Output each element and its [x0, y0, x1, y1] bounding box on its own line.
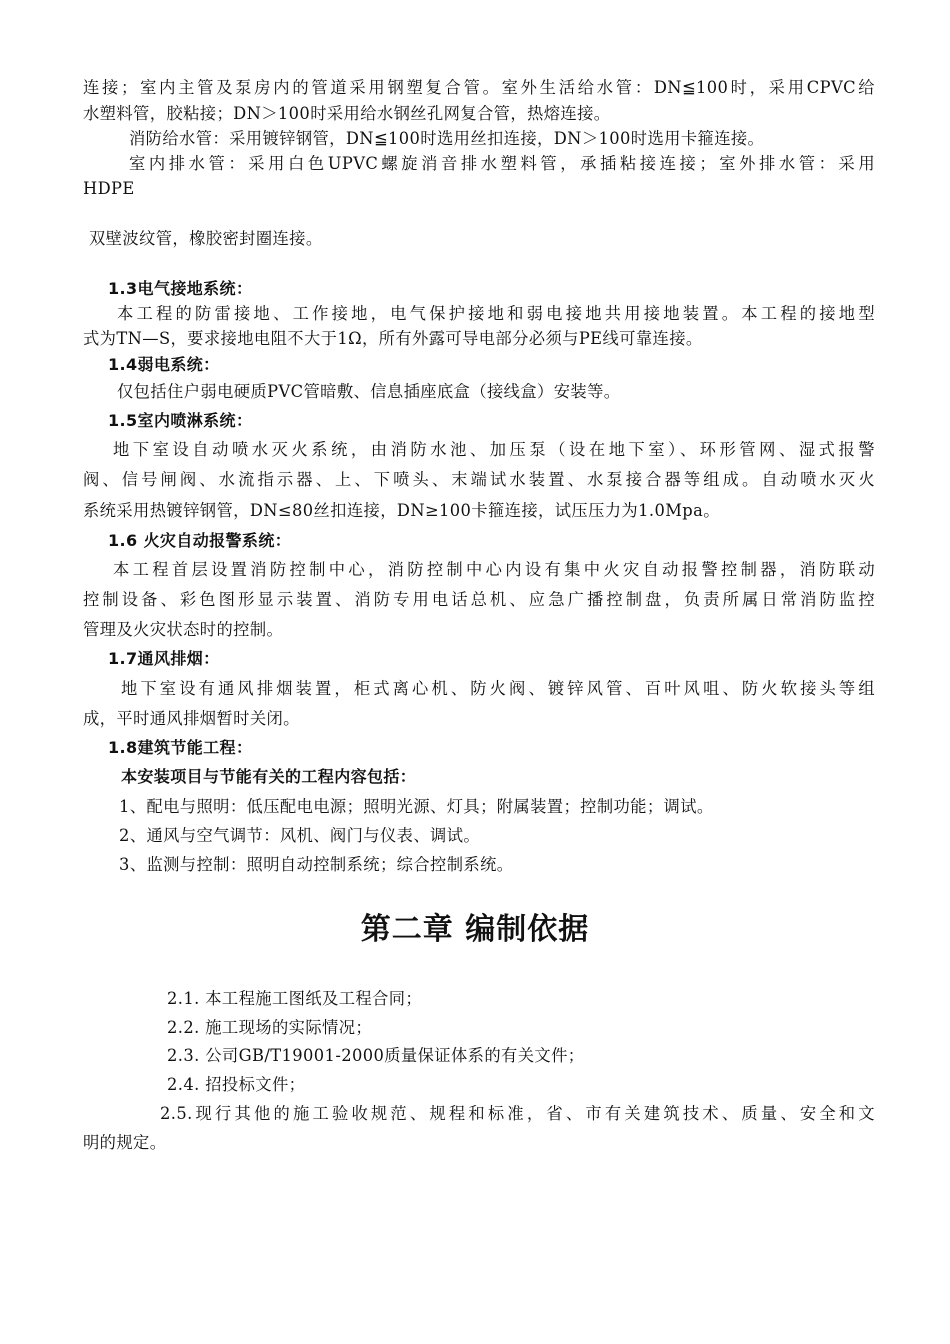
section-heading-1-4: 1.4弱电系统： — [108, 355, 220, 374]
section-heading-1-8: 1.8建筑节能工程： — [108, 738, 253, 757]
section-subheading: 本安装项目与节能有关的工程内容包括： — [121, 767, 417, 786]
list-item: 2、通风与空气调节：风机、阀门与仪表、调试。 — [119, 826, 481, 845]
paragraph-line: 地下室设有通风排烟装置，柜式离心机、防火阀、镀锌风管、百叶风咀、防火软接头等组 — [121, 679, 875, 698]
paragraph-line: 管理及火灾状态时的控制。 — [83, 620, 284, 639]
list-item: 2.5.现行其他的施工验收规范、规程和标准，省、市有关建筑技术、质量、安全和文 — [160, 1104, 875, 1123]
paragraph-line: 消防给水管：采用镀锌钢管，DN≦100时选用丝扣连接，DN＞100时选用卡箍连接。 — [129, 129, 765, 148]
section-heading-1-6: 1.6 火灾自动报警系统： — [108, 531, 292, 550]
list-item: 2.1. 本工程施工图纸及工程合同； — [167, 989, 423, 1008]
list-item: 2.3. 公司GB/T19001-2000质量保证体系的有关文件； — [167, 1046, 585, 1065]
paragraph-line: 系统采用热镀锌钢管，DN≤80丝扣连接，DN≥100卡箍连接，试压压力为1.0Mpa。 — [83, 501, 720, 520]
section-heading-1-7: 1.7通风排烟： — [108, 649, 220, 668]
list-item: 1、配电与照明：低压配电电源；照明光源、灯具；附属装置；控制功能；调试。 — [119, 797, 714, 816]
paragraph-line: 室内排水管：采用白色UPVC螺旋消音排水塑料管，承插粘接连接；室外排水管：采用 — [129, 154, 875, 173]
list-item: 2.4. 招投标文件； — [167, 1075, 306, 1094]
paragraph-line: 控制设备、彩色图形显示装置、消防专用电话总机、应急广播控制盘，负责所属日常消防监控 — [83, 590, 875, 609]
list-item: 2.2. 施工现场的实际情况； — [167, 1018, 373, 1037]
paragraph-line: 水塑料管，胶粘接；DN＞100时采用给水钢丝孔网复合管，热熔连接。 — [83, 104, 611, 123]
paragraph-line: 双壁波纹管，橡胶密封圈连接。 — [89, 229, 323, 248]
chapter-title: 第二章 编制依据 — [360, 912, 590, 947]
paragraph-line: HDPE — [83, 179, 135, 198]
paragraph-line: 地下室设自动喷水灭火系统，由消防水池、加压泵（设在地下室）、环形管网、湿式报警 — [113, 440, 875, 459]
paragraph-line: 本工程的防雷接地、工作接地，电气保护接地和弱电接地共用接地装置。本工程的接地型 — [117, 304, 875, 323]
paragraph-line: 阀、信号闸阀、水流指示器、上、下喷头、末端试水装置、水泵接合器等组成。自动喷水灭火 — [83, 470, 875, 489]
list-item-continuation: 明的规定。 — [83, 1133, 167, 1152]
paragraph-line: 连接；室内主管及泵房内的管道采用钢塑复合管。室外生活给水管：DN≦100时，采用CPVC给 — [83, 78, 875, 97]
paragraph-line: 仅包括住户弱电硬质PVC管暗敷、信息插座底盒（接线盒）安装等。 — [117, 382, 621, 401]
section-heading-1-5: 1.5室内喷淋系统： — [108, 411, 253, 430]
paragraph-line: 成，平时通风排烟暂时关闭。 — [83, 709, 300, 728]
paragraph-line: 本工程首层设置消防控制中心，消防控制中心内设有集中火灾自动报警控制器，消防联动 — [113, 560, 875, 579]
section-heading-1-3: 1.3电气接地系统： — [108, 279, 253, 298]
paragraph-line: 式为TN—S，要求接地电阻不大于1Ω，所有外露可导电部分必须与PE线可靠连接。 — [83, 329, 703, 348]
list-item: 3、监测与控制：照明自动控制系统；综合控制系统。 — [119, 855, 514, 874]
